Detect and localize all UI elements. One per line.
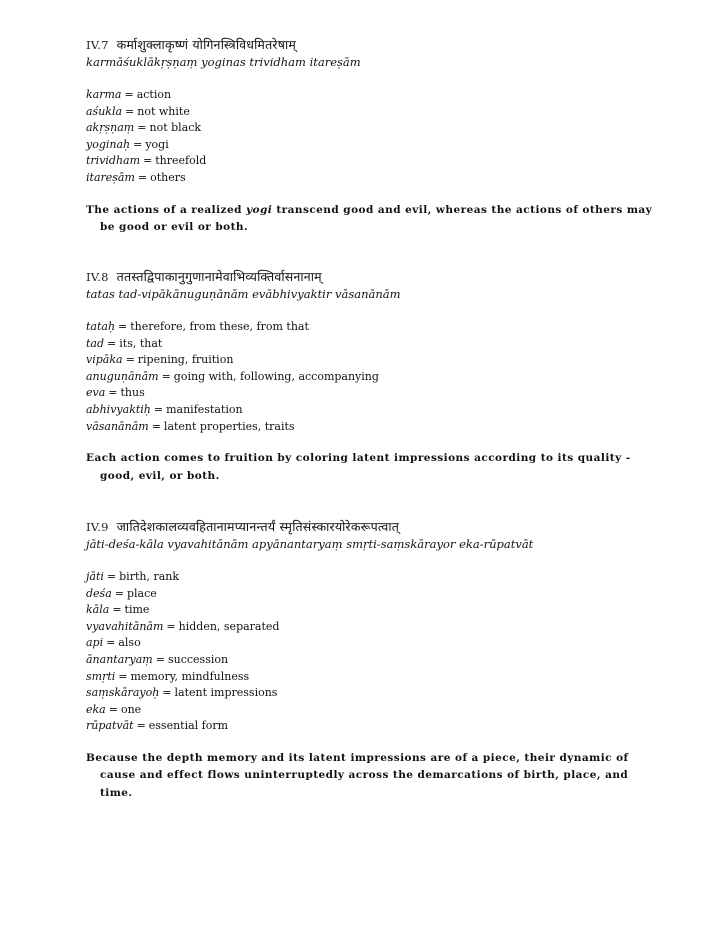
- glossary-entry: [86, 586, 656, 603]
- glossary-entry: [86, 153, 656, 170]
- glossary-term: vāsanānām: [86, 419, 149, 433]
- glossary-meaning: ripening, fruition: [137, 353, 234, 367]
- glossary-meaning: also: [118, 636, 141, 650]
- sutra-iv-9: [86, 518, 656, 802]
- glossary-entry: [86, 352, 656, 369]
- glossary-term: saṃskārayoḥ: [86, 686, 160, 700]
- glossary-entry: [86, 87, 656, 104]
- glossary-entry: [86, 635, 656, 652]
- equals-sign: =: [166, 619, 176, 633]
- glossary-term: api: [86, 636, 104, 650]
- glossary-term: abhivyaktiḥ: [86, 402, 151, 416]
- glossary-term: vipāka: [86, 353, 123, 367]
- glossary-entry: [86, 419, 656, 436]
- equals-sign: =: [133, 137, 143, 151]
- glossary-entry: [86, 569, 656, 586]
- sutra-number: IV.8: [86, 270, 109, 284]
- equals-sign: =: [112, 603, 122, 617]
- equals-sign: =: [136, 719, 146, 733]
- transliteration: karmāśuklākṛṣṇaṃ yoginas trividham itareṣām: [86, 55, 361, 69]
- equals-sign: =: [137, 170, 148, 184]
- glossary-meaning: birth, rank: [119, 570, 180, 583]
- glossary-term: anuguṇānām: [86, 369, 159, 383]
- glossary-term: tataḥ: [86, 320, 116, 333]
- sutra-number: IV.9: [86, 520, 109, 534]
- glossary-meaning: latent properties, traits: [163, 419, 295, 433]
- glossary-meaning: yogi: [145, 137, 169, 151]
- glossary: [86, 319, 656, 435]
- glossary-term: trividham: [86, 154, 141, 168]
- equals-sign: =: [118, 669, 128, 683]
- glossary-meaning: not black: [149, 121, 202, 135]
- glossary-meaning: going with, following, accompanying: [173, 369, 379, 383]
- glossary-meaning: essential form: [148, 719, 229, 733]
- glossary-term: tad: [86, 336, 105, 350]
- equals-sign: =: [108, 386, 118, 400]
- glossary-term: kāla: [86, 603, 110, 617]
- devanagari-text: ततस्तद्विपाकानुगुणानामेवाभिव्यक्तिर्वासनानाम्: [116, 269, 322, 284]
- glossary-entry: [86, 685, 656, 702]
- glossary-meaning: not white: [137, 104, 190, 118]
- equals-sign: =: [106, 570, 117, 583]
- glossary-entry: [86, 385, 656, 402]
- glossary-term: rūpatvāt: [86, 719, 134, 733]
- glossary-entry: [86, 120, 656, 137]
- equals-sign: =: [143, 154, 153, 168]
- glossary: [86, 569, 656, 735]
- glossary-entry: [86, 669, 656, 686]
- glossary-meaning: time: [124, 603, 150, 617]
- glossary-meaning: succession: [168, 652, 229, 666]
- glossary-entry: [86, 369, 656, 386]
- translation-text: Because the depth memory and its latent impressions are of a piece, their dynamic of cause and effect flows uninterruptedly across the demarcations of birth, place, and time.: [86, 751, 629, 799]
- glossary-meaning: manifestation: [166, 402, 243, 416]
- translation-text: The actions of a realized: [86, 203, 246, 216]
- devanagari-text: जातिदेशकालव्यवहितानामप्यानन्तर्यं स्मृतिसंस्कारयोरेकरूपत्वात्: [116, 519, 400, 534]
- glossary-term: itareṣām: [86, 170, 135, 184]
- glossary-term: yoginaḥ: [86, 137, 131, 151]
- glossary-term: deśa: [86, 586, 112, 600]
- sutra-iv-7: [86, 36, 656, 237]
- equals-sign: =: [114, 586, 124, 600]
- translation: [86, 450, 656, 485]
- glossary-meaning: action: [136, 88, 172, 101]
- sutra-number: IV.7: [86, 38, 109, 52]
- glossary-term: eva: [86, 386, 106, 400]
- glossary: [86, 87, 656, 187]
- glossary-entry: [86, 702, 656, 719]
- glossary-meaning: hidden, separated: [178, 619, 280, 633]
- sutra-iv-8: [86, 268, 656, 485]
- glossary-term: vyavahitānām: [86, 619, 164, 633]
- glossary-entry: [86, 619, 656, 636]
- glossary-meaning: one: [120, 702, 142, 716]
- glossary-meaning: its, that: [119, 336, 163, 350]
- equals-sign: =: [137, 121, 147, 135]
- equals-sign: =: [155, 652, 165, 666]
- sutra-header: [86, 268, 656, 286]
- glossary-meaning: memory, mindfulness: [130, 669, 250, 683]
- glossary-term: karma: [86, 88, 122, 101]
- equals-sign: =: [106, 636, 116, 650]
- glossary-meaning: therefore, from these, from that: [130, 320, 309, 333]
- glossary-term: akṛṣṇaṃ: [86, 121, 135, 135]
- equals-sign: =: [124, 88, 134, 101]
- glossary-meaning: thus: [120, 386, 145, 400]
- equals-sign: =: [162, 686, 172, 700]
- glossary-term: eka: [86, 702, 106, 716]
- glossary-entry: [86, 137, 656, 154]
- translation: [86, 202, 656, 237]
- glossary-entry: [86, 718, 656, 735]
- sutra-header: [86, 518, 656, 536]
- equals-sign: =: [151, 419, 161, 433]
- glossary-entry: [86, 104, 656, 121]
- glossary-entry: [86, 319, 656, 336]
- equals-sign: =: [108, 702, 118, 716]
- glossary-entry: [86, 602, 656, 619]
- glossary-entry: [86, 336, 656, 353]
- glossary-term: jāti: [86, 570, 104, 583]
- equals-sign: =: [118, 320, 128, 333]
- translation-emphasis: yogi: [246, 203, 273, 216]
- glossary-term: aśukla: [86, 104, 123, 118]
- equals-sign: =: [107, 336, 117, 350]
- equals-sign: =: [125, 353, 135, 367]
- equals-sign: =: [161, 369, 171, 383]
- equals-sign: =: [125, 104, 135, 118]
- glossary-term: smṛti: [86, 669, 116, 683]
- translation-text: Each action comes to fruition by coloring latent impressions according to its quality - good, evil, or both.: [86, 452, 631, 482]
- glossary-entry: [86, 652, 656, 669]
- transliteration: tatas tad-vipākānuguṇānām evābhivyaktir vāsanānām: [86, 287, 401, 301]
- glossary-entry: [86, 402, 656, 419]
- glossary-meaning: others: [150, 170, 186, 184]
- equals-sign: =: [153, 402, 164, 416]
- translation-text: transcend good and evil, whereas the actions of others may be good or evil or both.: [100, 203, 653, 234]
- glossary-meaning: latent impressions: [174, 686, 278, 700]
- sutra-header: [86, 36, 656, 54]
- glossary-term: ānantaryaṃ: [86, 652, 153, 666]
- glossary-entry: [86, 170, 656, 187]
- glossary-meaning: place: [126, 586, 157, 600]
- devanagari-text: कर्माशुक्लाकृष्णं योगिनस्त्रिविधमितरेषाम्: [116, 37, 297, 52]
- glossary-meaning: threefold: [155, 154, 207, 168]
- transliteration: jāti-deśa-kāla vyavahitānām apyānantaryaṃ smṛti-saṃskārayor eka-rūpatvāt: [86, 537, 534, 551]
- translation: [86, 750, 656, 803]
